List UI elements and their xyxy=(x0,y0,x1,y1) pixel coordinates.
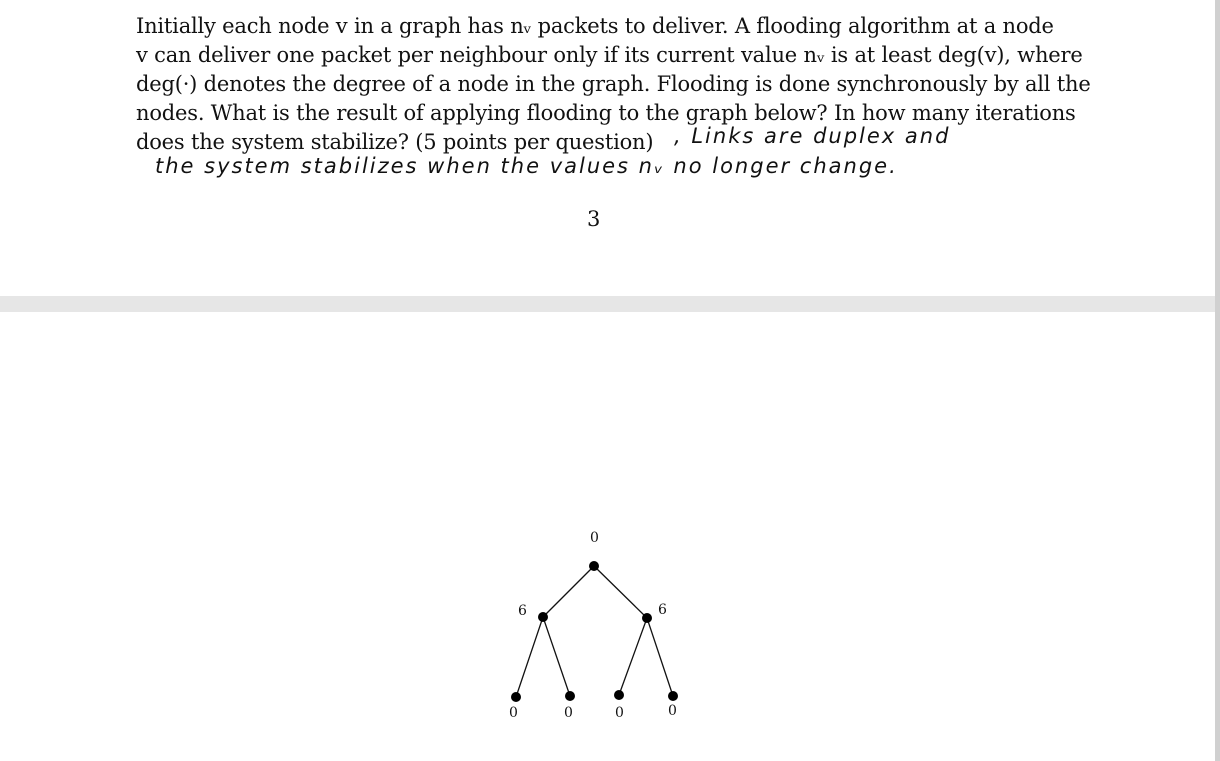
handwritten-note-line2: the system stabilizes when the values nᵥ no longer change. xyxy=(155,154,898,178)
edge-left-leaf1 xyxy=(516,617,543,697)
problem-line-3: deg(·) denotes the degree of a node in the graph. Flooding is done synchronously by all the xyxy=(136,72,1091,96)
label-leaf-4: 0 xyxy=(668,703,677,719)
node-leaf-3 xyxy=(614,690,624,700)
problem-line-4: nodes. What is the result of applying flooding to the graph below? In how many iterations xyxy=(136,101,1076,125)
node-leaf-4 xyxy=(668,691,678,701)
label-right-child: 6 xyxy=(658,602,667,618)
edge-left-leaf2 xyxy=(543,617,570,696)
node-leaf-2 xyxy=(565,691,575,701)
label-leaf-1: 0 xyxy=(509,705,518,721)
handwritten-note-inline: , Links are duplex and xyxy=(674,124,951,148)
edge-root-right xyxy=(594,566,647,618)
edge-right-leaf3 xyxy=(619,618,647,695)
label-leaf-3: 0 xyxy=(615,705,624,721)
node-leaf-1 xyxy=(511,692,521,702)
node-left-child xyxy=(538,612,548,622)
label-leaf-2: 0 xyxy=(564,705,573,721)
problem-line-5: does the system stabilize? (5 points per question) xyxy=(136,130,654,154)
problem-line-2: v can deliver one packet per neighbour only if its current value nᵥ is at least deg(v), where xyxy=(136,43,1083,67)
node-right-child xyxy=(642,613,652,623)
edge-root-left xyxy=(543,566,594,617)
edge-right-leaf4 xyxy=(647,618,673,696)
label-left-child: 6 xyxy=(518,603,527,619)
problem-line-1: Initially each node v in a graph has nᵥ packets to deliver. A flooding algorithm at a node xyxy=(136,14,1054,38)
page-number: 3 xyxy=(587,207,601,231)
node-root xyxy=(589,561,599,571)
label-root: 0 xyxy=(590,530,599,546)
